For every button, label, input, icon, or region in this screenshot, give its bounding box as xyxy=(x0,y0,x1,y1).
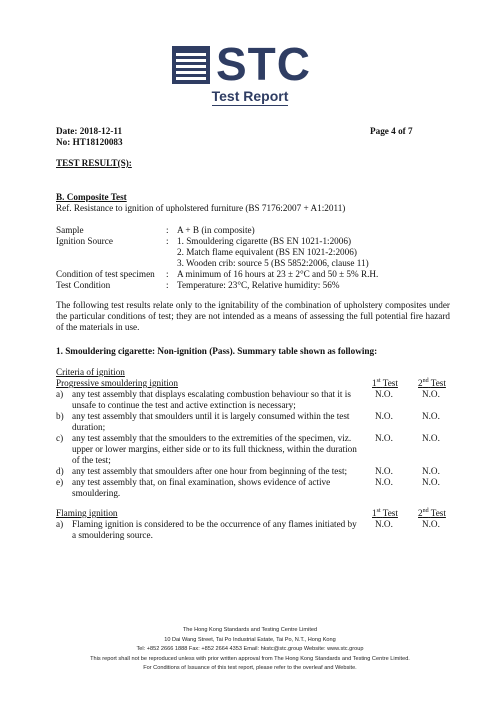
item-text: duration; xyxy=(72,422,106,432)
footer-conditions-notice: For Conditions of Issuance of this test report, please refer to the overleaf and Website. xyxy=(143,665,357,671)
info-value: 1. Smouldering cigarette (BS EN 1021-1:2006) xyxy=(177,236,352,246)
item-result-1: N.O. xyxy=(375,519,393,529)
item-letter: a) xyxy=(56,389,64,399)
item-result-2: N.O. xyxy=(422,466,440,476)
item-letter: c) xyxy=(56,433,64,443)
item-letter: e) xyxy=(56,477,64,487)
test-2-header: 2nd Test xyxy=(418,377,446,388)
composite-ref: Ref. Resistance to ignition of upholstered furniture (BS 7176:2007 + A1:2011) xyxy=(56,203,346,213)
item-text: any test assembly that displays escalating combustion behaviour so that it is xyxy=(72,389,351,399)
section-heading: TEST RESULT(S): xyxy=(56,158,132,168)
composite-note: The following test results relate only to the ignitability of the combination of upholstery composites under the particular conditions of test; they are not intended as a means of assessing the full potential fire hazard of the materials in use. xyxy=(56,300,450,332)
footer-reproduction-notice: This report shall not be reproduced unless with prior written approval from The Hong Kong Standards and Testing Centre Limited. xyxy=(90,655,410,662)
item-text: any test assembly that, on final examination, shows evidence of active xyxy=(72,477,331,487)
item-result-1: N.O. xyxy=(375,433,393,443)
info-value: 2. Match flame equivalent (BS EN 1021-2:2006) xyxy=(177,247,357,257)
item-result-1: N.O. xyxy=(375,411,393,421)
stc-logo xyxy=(172,38,332,90)
item-text: upper or lower margins, either side or to its full thickness, within the duration xyxy=(72,444,357,454)
item-letter: d) xyxy=(56,466,64,476)
item-letter: b) xyxy=(56,411,64,421)
item-text: unsafe to continue the test and active extinction is necessary; xyxy=(72,400,296,410)
item-text: of the test; xyxy=(72,455,111,465)
progressive-title: Progressive smouldering ignition xyxy=(56,378,178,388)
footer-contact: Tel: +852 2666 1888 Fax: +852 2664 4353 Email: hkstc@stc.group Website: www.stc.group xyxy=(136,646,364,652)
info-value: 3. Wooden crib: source 5 (BS 5852:2006, clause 11) xyxy=(177,258,369,268)
info-label: Sample xyxy=(56,225,84,235)
item-text: Flaming ignition is considered to be the occurrence of any flames initiated by xyxy=(72,519,357,529)
info-value: Temperature: 23°C, Relative humidity: 56% xyxy=(177,280,340,290)
info-colon: : xyxy=(166,236,169,246)
report-number: No: HT18120083 xyxy=(56,137,123,147)
composite-title: B. Composite Test xyxy=(56,192,127,202)
item-text: smouldering. xyxy=(72,488,121,498)
item-text: any test assembly that smoulders until it is largely consumed within the test xyxy=(72,411,350,421)
report-title: Test Report xyxy=(211,88,289,104)
smouldering-heading: 1. Smouldering cigarette: Non-ignition (Pass). Summary table shown as following: xyxy=(56,346,378,356)
info-label: Ignition Source xyxy=(56,236,113,246)
flaming-title: Flaming ignition xyxy=(56,508,118,518)
footer xyxy=(0,626,500,674)
item-result-2: N.O. xyxy=(422,519,440,529)
info-colon: : xyxy=(166,280,169,290)
info-label: Test Condition xyxy=(56,280,111,290)
item-result-1: N.O. xyxy=(375,477,393,487)
test-1-header: 1st Test xyxy=(372,377,398,388)
footer-company: The Hong Kong Standards and Testing Centre Limited xyxy=(182,627,318,633)
info-value: A + B (in composite) xyxy=(177,225,255,235)
item-result-1: N.O. xyxy=(375,389,393,399)
item-text: any test assembly that smoulders after one hour from beginning of the test; xyxy=(72,466,348,476)
stc-logo-text: STC xyxy=(216,38,311,90)
page-number: Page 4 of 7 xyxy=(370,126,413,136)
report-date: Date: 2018-12-11 xyxy=(56,126,123,136)
item-result-2: N.O. xyxy=(422,433,440,443)
item-letter: a) xyxy=(56,519,64,529)
flaming-test-2-header: 2nd Test xyxy=(418,507,446,518)
info-colon: : xyxy=(166,269,169,279)
criteria-title: Criteria of ignition xyxy=(56,367,125,377)
item-text: any test assembly that the smoulders to the extremities of the specimen, viz. xyxy=(72,433,352,443)
item-result-2: N.O. xyxy=(422,477,440,487)
footer-address: 10 Dai Wang Street, Tai Po Industrial Estate, Tai Po, N.T., Hong Kong xyxy=(164,636,336,643)
info-colon: : xyxy=(166,225,169,235)
item-text: a smouldering source. xyxy=(72,530,153,540)
info-value: A minimum of 16 hours at 23 ± 2°C and 50 ± 5% R.H. xyxy=(177,269,379,279)
item-result-2: N.O. xyxy=(422,389,440,399)
item-result-1: N.O. xyxy=(375,466,393,476)
flaming-test-1-header: 1st Test xyxy=(372,507,398,518)
item-result-2: N.O. xyxy=(422,411,440,421)
stc-logo-mark-icon xyxy=(172,46,210,84)
info-label: Condition of test specimen xyxy=(56,269,155,279)
